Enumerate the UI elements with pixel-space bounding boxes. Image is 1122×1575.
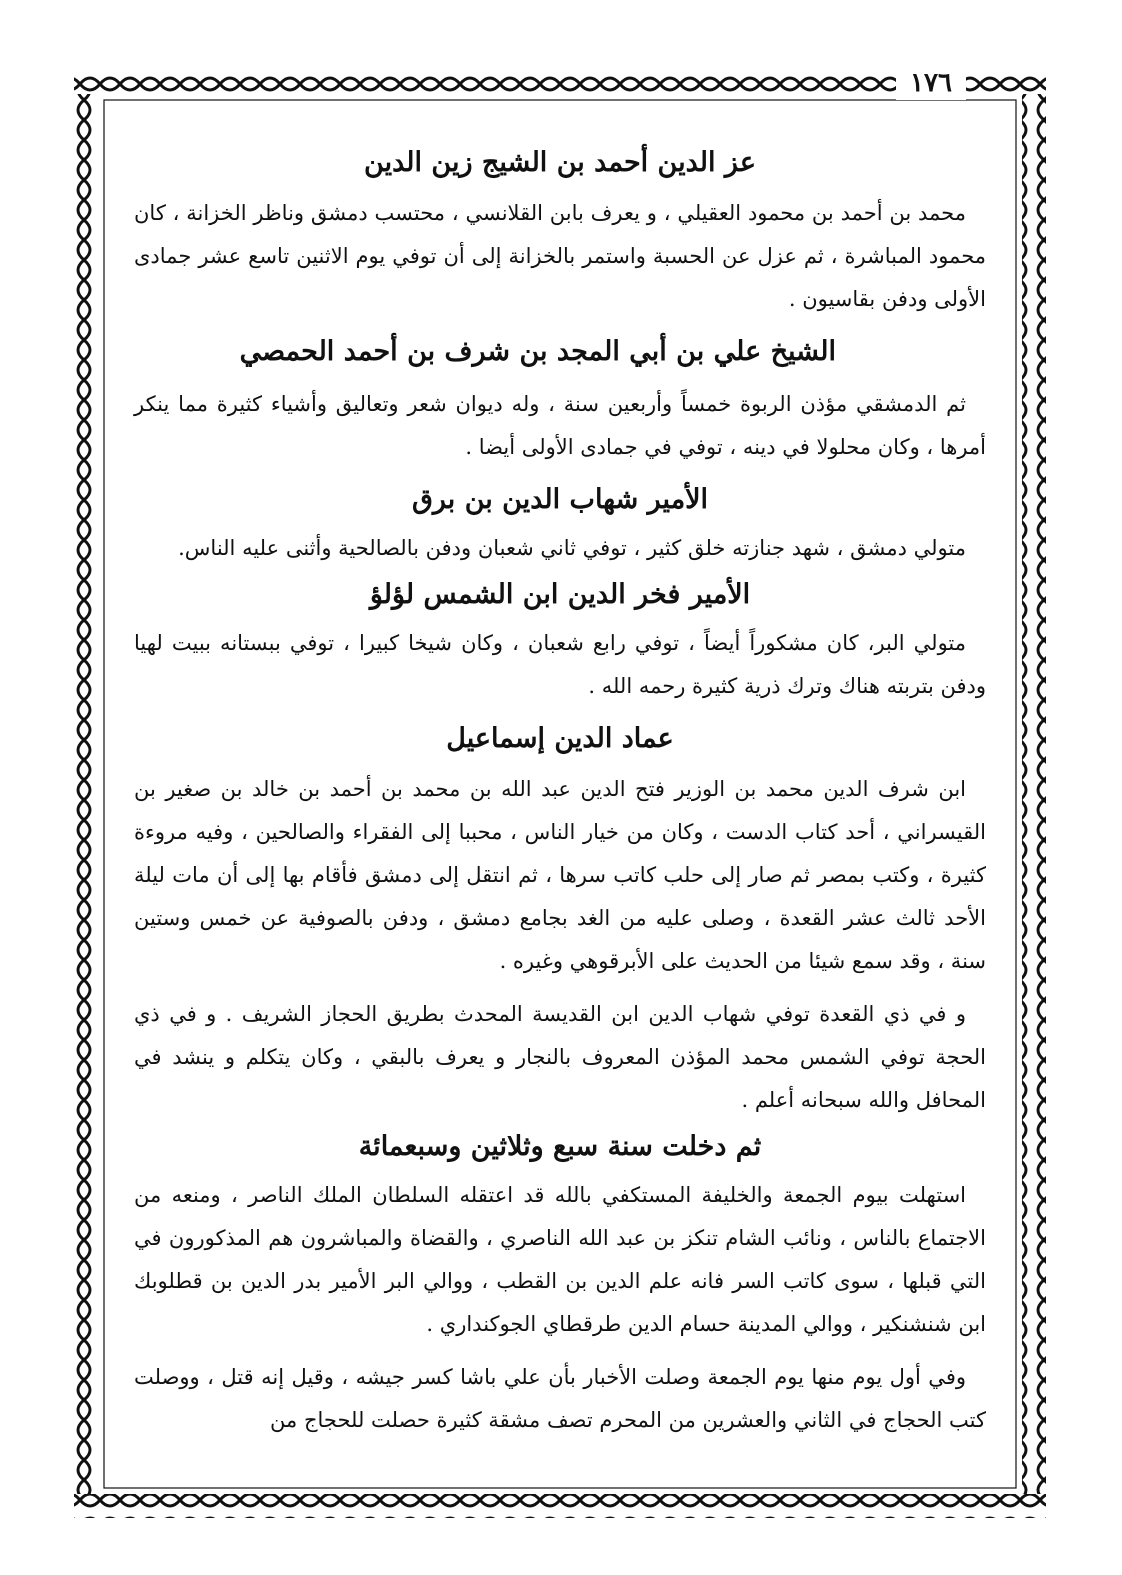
section-text-ali-al-himsi: ثم الدمشقي مؤذن الربوة خمساً وأربعين سنة ، وله ديوان شعر وتعاليق وأشياء كثيرة مما ينكر أمرها ، وكان محلولا في دينه ، توفي في جمادى الأولى أيضا . (134, 392, 986, 459)
section-text-fakhr-al-din: متولي البر، كان مشكوراً أيضاً ، توفي رابع شعبان ، وكان شيخا كبيرا ، توفي ببستانه ببيت لهيا ودفن بتربته هناك وترك ذرية كثيرة رحمه الله . (134, 631, 986, 698)
section-text-news-of-ali-pasha: وفي أول يوم منها يوم الجمعة وصلت الأخبار بأن علي باشا كسر جيشه ، وقيل إنه قتل ، ووصلت كتب الحجاج في الثاني والعشرين من المحرم تصف مشقة كثيرة حصلت للحجاج من (134, 1365, 986, 1432)
page-content (134, 142, 986, 1452)
border-bottom (74, 1494, 1046, 1518)
page-number: ١٧٦ (896, 66, 966, 100)
border-right (1022, 94, 1046, 1494)
section-heading-fakhr-al-din: الأمير فخر الدين ابن الشمس لؤلؤ (369, 579, 751, 610)
section-text-shihab-al-din: متولي دمشق ، شهد جنازته خلق كثير ، توفي ثاني شعبان ودفن بالصالحية وأثنى عليه الناس. (178, 536, 966, 560)
section-heading-imad-al-din: عماد الدين إسماعيل (446, 723, 674, 754)
section-heading-izz-al-din: عز الدين أحمد بن الشيج زين الدين (364, 147, 756, 178)
section-text-imad-al-din: ابن شرف الدين محمد بن الوزير فتح الدين عبد الله بن محمد بن أحمد بن خالد بن صغير بن القيسراني ، أحد كتاب الدست ، وكان من خيار الناس ، محببا إلى الفقراء والصالحين ، وفيه مروءة كثيرة ، وكتب بمصر ثم صار إلى حلب كاتب سرها ، ثم انتقل إلى دمشق فأقام بها إلى أن مات ليلة الأحد ثالث عشر القعدة ، وصلى عليه من الغد بجامع دمشق ، ودفن بالصوفية عن خمس وستين سنة ، وقد سمع شيئا من الحديث على الأبرقوهي وغيره . (134, 777, 986, 973)
section-text-dhul-qada: و في ذي القعدة توفي شهاب الدين ابن القديسة المحدث بطريق الحجاز الشريف . و في ذي الحجة توفي الشمس محمد المؤذن المعروف بالنجار و يعرف بالبقي ، وكان يتكلم و ينشد في المحافل والله سبحانه أعلم . (134, 1002, 986, 1112)
border-left (74, 94, 98, 1494)
section-text-izz-al-din: محمد بن أحمد بن محمود العقيلي ، و يعرف بابن القلانسي ، محتسب دمشق وناظر الخزانة ، كان محمود المباشرة ، ثم عزل عن الحسبة واستمر بالخزانة إلى أن توفي يوم الاثنين تاسع عشر جمادى الأولى ودفن بقاسيون . (134, 201, 986, 311)
year-heading-737: ثم دخلت سنة سبع وثلاثين وسبعمائة (358, 1131, 762, 1162)
section-heading-ali-al-himsi: الشيخ علي بن أبي المجد بن شرف بن أحمد الحمصي (239, 336, 836, 367)
section-text-year-opening: استهلت بيوم الجمعة والخليفة المستكفي بالله قد اعتقله السلطان الملك الناصر ، ومنعه من الاجتماع بالناس ، ونائب الشام تنكز بن عبد الله الناصري ، والقضاة والمباشرون هم المذكورون في التي قبلها ، سوى كاتب السر فانه علم الدين بن القطب ، ووالي البر الأمير بدر الدين بن قطلوبك ابن شنشنكير ، ووالي المدينة حسام الدين طرقطاي الجوكنداري . (134, 1183, 986, 1336)
section-heading-shihab-al-din: الأمير شهاب الدين بن برق (411, 484, 709, 515)
